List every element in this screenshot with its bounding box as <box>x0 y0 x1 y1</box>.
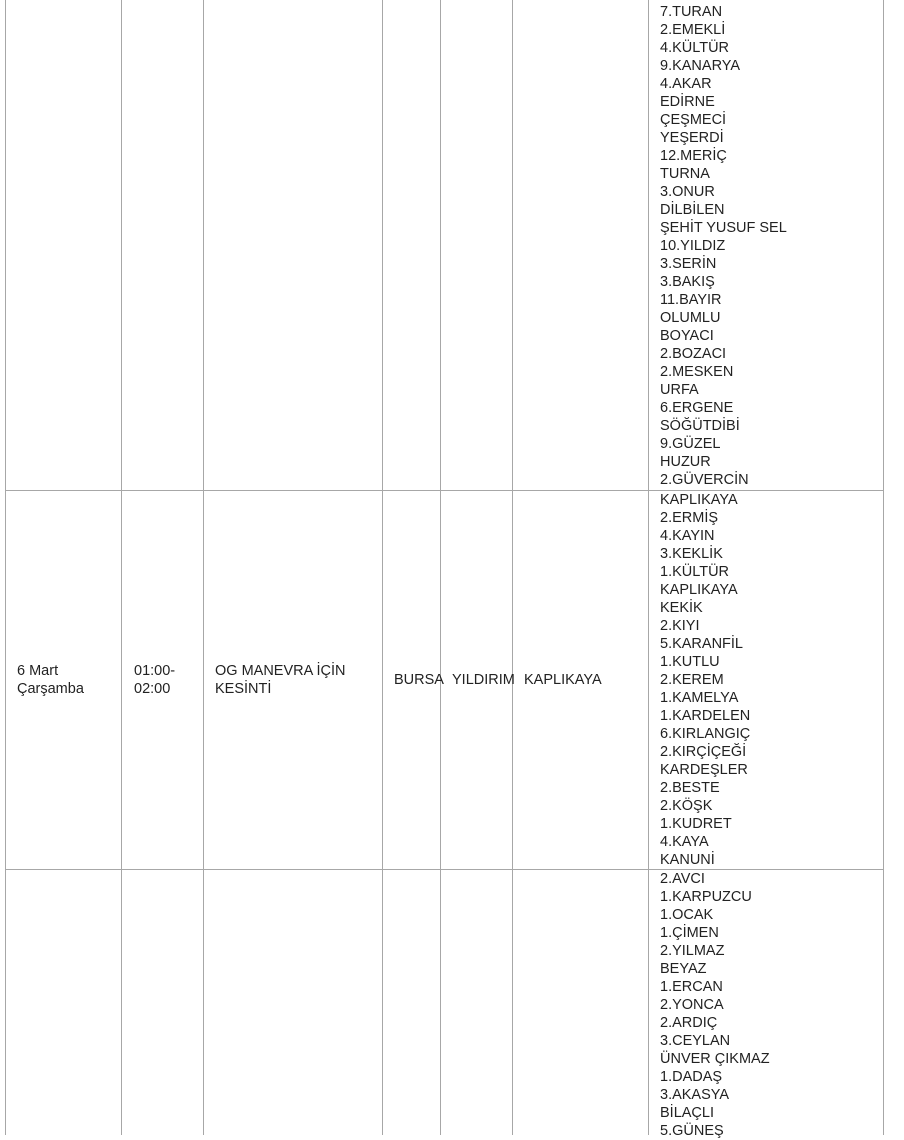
street-list <box>660 3 787 489</box>
street-name: BEYAZ <box>660 961 707 977</box>
street-name: 3.KEKLİK <box>660 546 723 562</box>
street-name: 1.KÜLTÜR <box>660 564 730 580</box>
street-name: 3.BAKIŞ <box>660 274 715 290</box>
street-name: 1.KARDELEN <box>660 708 751 724</box>
street-name: HUZUR <box>660 454 711 470</box>
reason-line-1: OG MANEVRA İÇİN <box>215 663 346 679</box>
street-name: ŞEHİT YUSUF SEL <box>660 220 787 236</box>
column-border <box>203 0 204 1135</box>
street-name: 6.KIRLANGIÇ <box>660 726 751 742</box>
street-name: 1.ÇİMEN <box>660 925 719 941</box>
street-name: 2.BOZACI <box>660 346 727 362</box>
column-border <box>121 0 122 1135</box>
street-name: 1.KUDRET <box>660 816 732 832</box>
reason-line-2: KESİNTİ <box>215 681 272 697</box>
street-name: BOYACI <box>660 328 714 344</box>
street-name: KANUNİ <box>660 852 715 868</box>
street-name: 4.AKAR <box>660 76 712 92</box>
street-list <box>660 870 770 1140</box>
street-name: 11.BAYIR <box>660 292 722 308</box>
reason-cell <box>215 662 346 698</box>
street-name: 2.YONCA <box>660 997 724 1013</box>
street-name: URFA <box>660 382 699 398</box>
street-name: 9.GÜZEL <box>660 436 721 452</box>
city-cell: BURSA <box>394 672 444 688</box>
column-border <box>512 0 513 1135</box>
street-name: 1.ERCAN <box>660 979 723 995</box>
street-name: DİLBİLEN <box>660 202 725 218</box>
street-name: 1.DADAŞ <box>660 1069 723 1085</box>
street-name: 2.GÜVERCİN <box>660 472 749 488</box>
street-name: 2.MESKEN <box>660 364 734 380</box>
street-list <box>660 491 750 869</box>
street-name: 3.SERİN <box>660 256 717 272</box>
street-name: 2.AVCI <box>660 871 705 887</box>
street-name: 1.KAMELYA <box>660 690 739 706</box>
street-name: 1.KUTLU <box>660 654 720 670</box>
street-name: 3.ONUR <box>660 184 715 200</box>
time-end: 02:00 <box>134 681 171 697</box>
row-border <box>5 490 884 491</box>
street-name: KARDEŞLER <box>660 762 748 778</box>
column-border <box>5 0 6 1135</box>
neighborhood-cell: KAPLIKAYA <box>524 672 602 688</box>
street-name: 5.GÜNEŞ <box>660 1123 724 1139</box>
street-name: 2.ARDIÇ <box>660 1015 718 1031</box>
district-cell: YILDIRIM <box>452 672 515 688</box>
time-cell <box>134 662 175 698</box>
street-name: 3.AKASYA <box>660 1087 730 1103</box>
street-name: 4.KAYIN <box>660 528 715 544</box>
street-name: 6.ERGENE <box>660 400 734 416</box>
date-day: 6 Mart <box>17 663 59 679</box>
street-name: ÜNVER ÇIKMAZ <box>660 1051 770 1067</box>
column-border <box>883 0 884 1135</box>
street-name: KEKİK <box>660 600 703 616</box>
street-name: 3.CEYLAN <box>660 1033 731 1049</box>
street-name: KAPLIKAYA <box>660 582 738 598</box>
street-name: 4.KÜLTÜR <box>660 40 730 56</box>
street-name: 9.KANARYA <box>660 58 741 74</box>
street-name: 7.TURAN <box>660 4 723 20</box>
street-name: 2.BESTE <box>660 780 720 796</box>
street-name: 1.OCAK <box>660 907 714 923</box>
column-border <box>648 0 649 1135</box>
street-name: BİLAÇLI <box>660 1105 714 1121</box>
date-cell <box>17 662 84 698</box>
street-name: 2.KÖŞK <box>660 798 713 814</box>
street-name: 2.ERMİŞ <box>660 510 719 526</box>
column-border <box>382 0 383 1135</box>
date-weekday: Çarşamba <box>17 681 84 697</box>
street-name: 10.YILDIZ <box>660 238 726 254</box>
street-name: 12.MERİÇ <box>660 148 727 164</box>
time-start: 01:00- <box>134 663 176 679</box>
street-name: EDİRNE <box>660 94 715 110</box>
street-name: TURNA <box>660 166 710 182</box>
street-name: 2.EMEKLİ <box>660 22 726 38</box>
column-border <box>440 0 441 1135</box>
street-name: 1.KARPUZCU <box>660 889 752 905</box>
street-name: ÇEŞMECİ <box>660 112 727 128</box>
street-name: 2.KEREM <box>660 672 724 688</box>
street-name: KAPLIKAYA <box>660 492 738 508</box>
street-name: 2.KIRÇİÇEĞİ <box>660 744 747 760</box>
street-name: OLUMLU <box>660 310 721 326</box>
street-name: YEŞERDİ <box>660 130 724 146</box>
street-name: 2.KIYI <box>660 618 700 634</box>
street-name: SÖĞÜTDİBİ <box>660 418 740 434</box>
street-name: 5.KARANFİL <box>660 636 743 652</box>
street-name: 2.YILMAZ <box>660 943 725 959</box>
street-name: 4.KAYA <box>660 834 709 850</box>
